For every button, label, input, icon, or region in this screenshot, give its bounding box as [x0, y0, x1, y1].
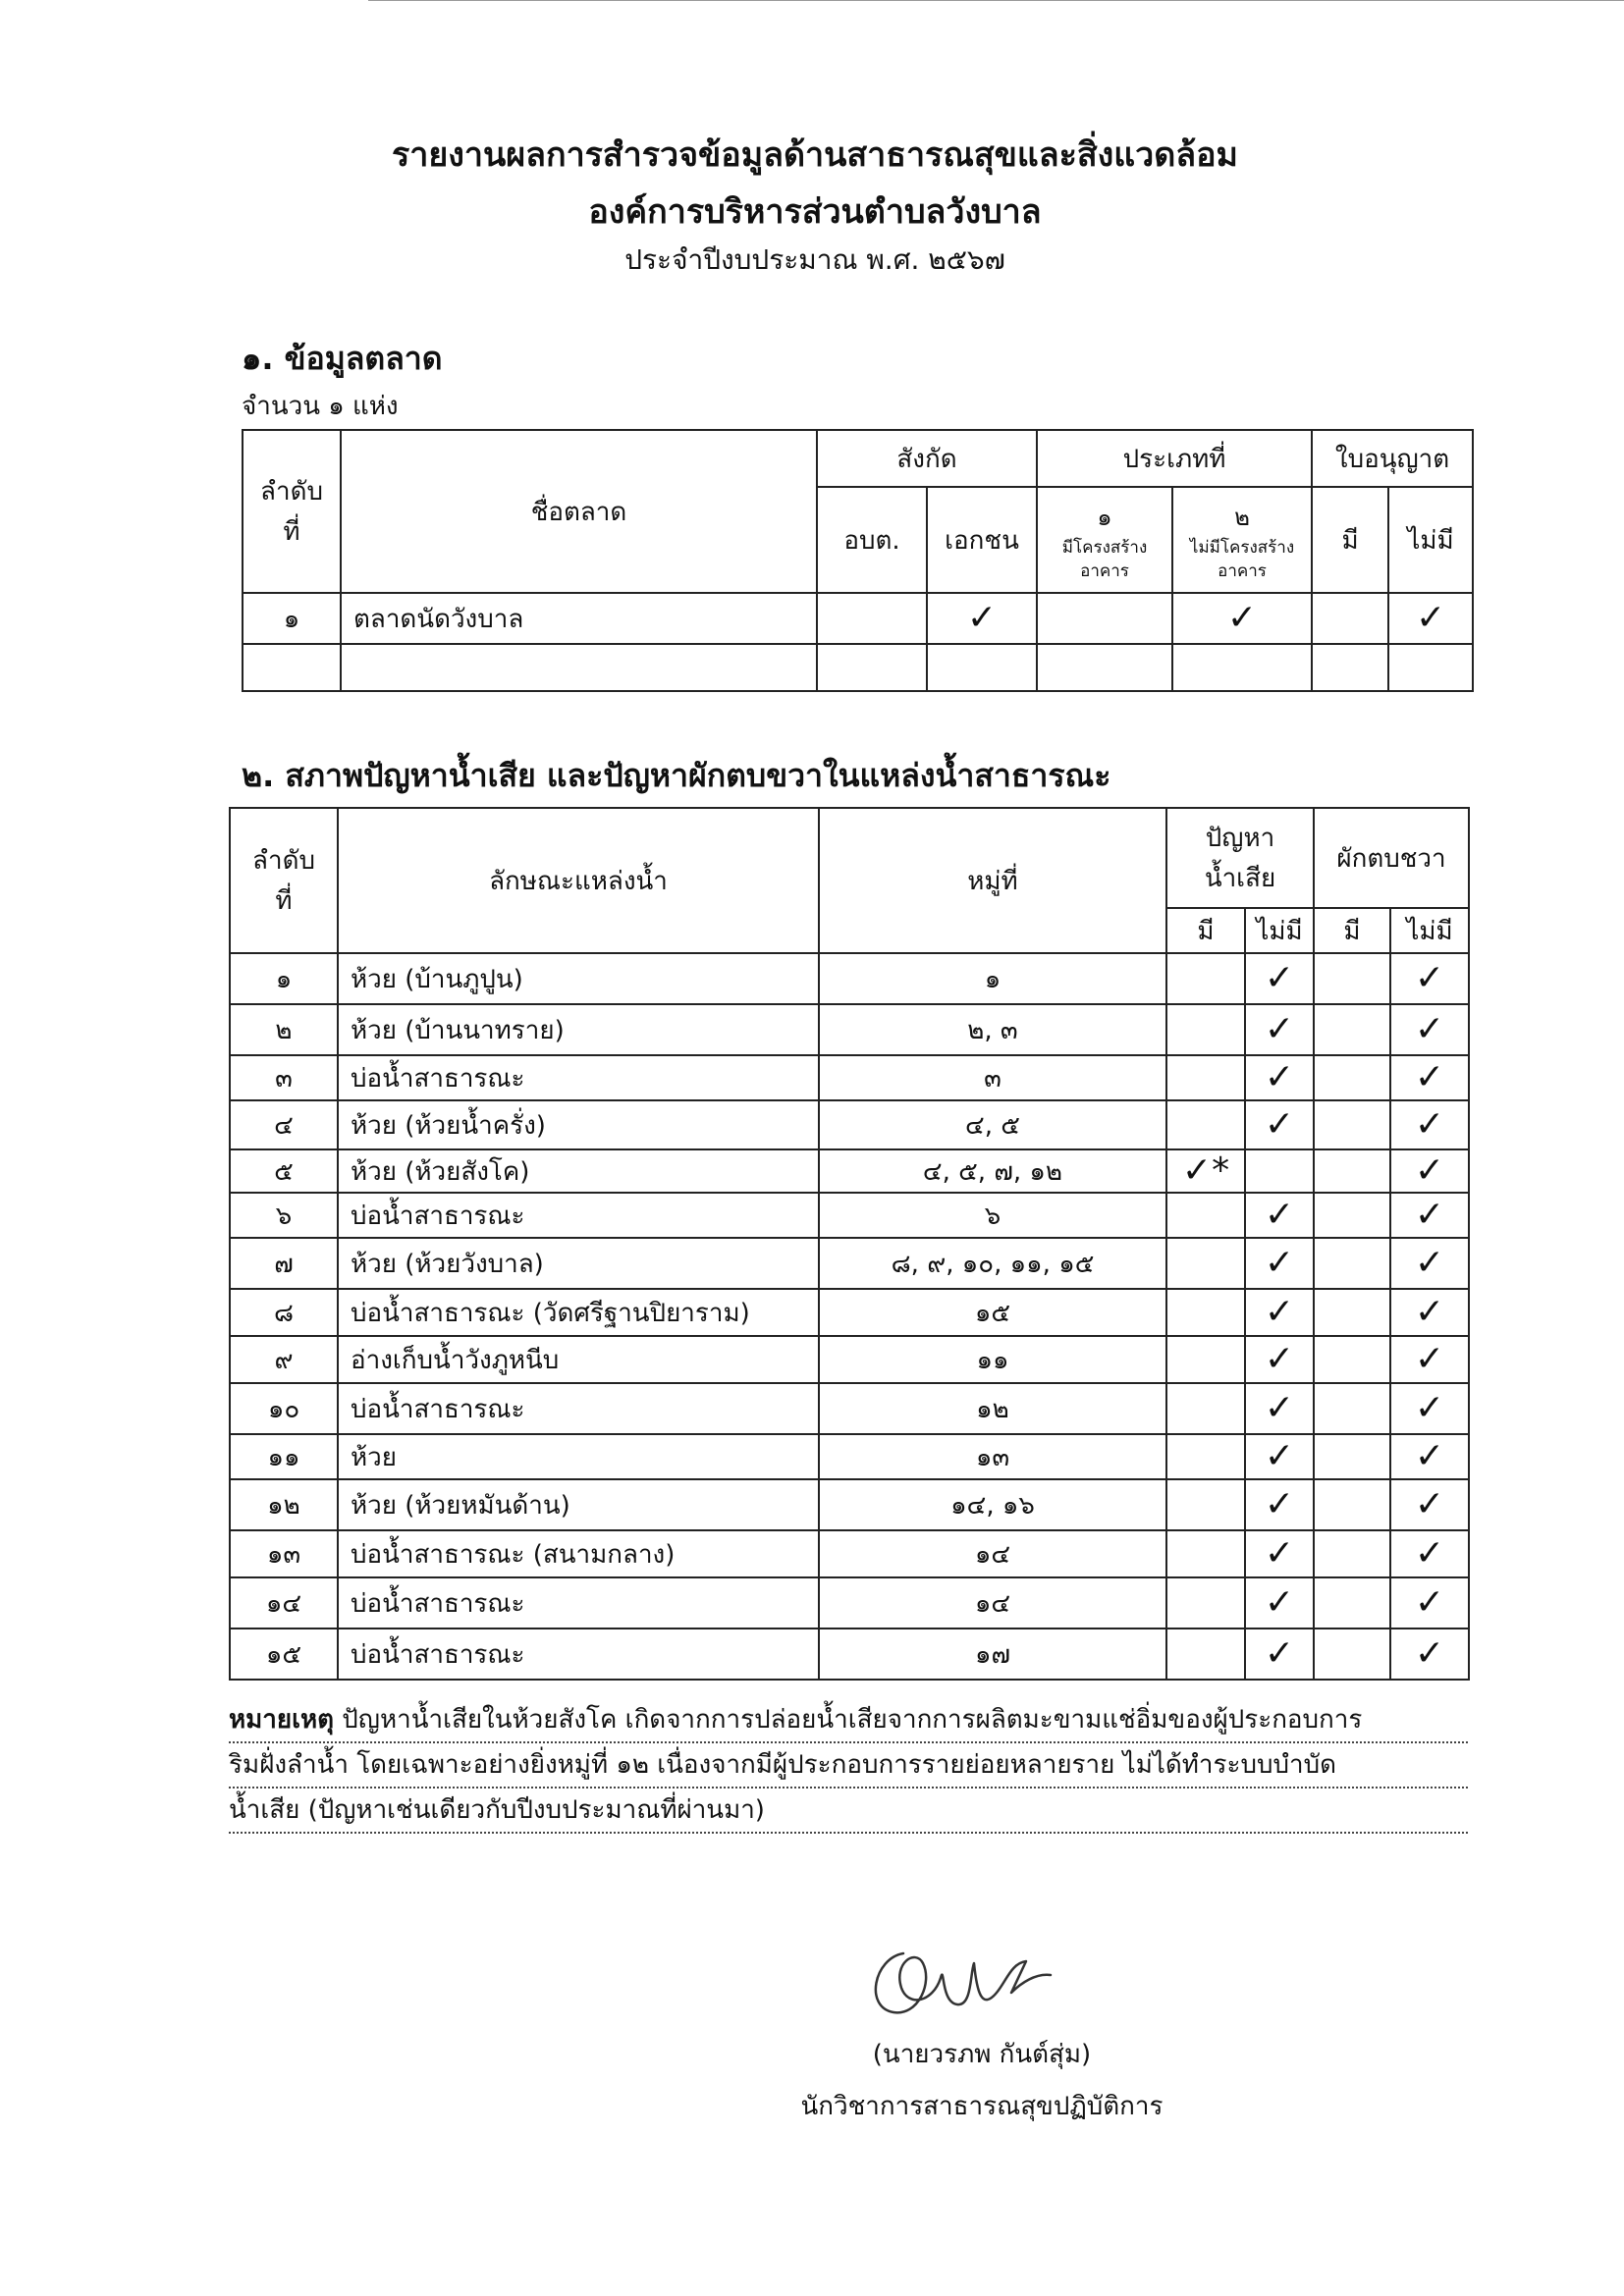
- water-hy-no-cell: ✓: [1390, 953, 1469, 1004]
- remark-text-1: ปัญหาน้ำเสียในห้วยสังโค เกิดจากการปล่อยน้ำเสียจากการผลิตมะขามแช่อิ่มของผู้ประกอบการ: [334, 1705, 1363, 1735]
- table-row: [230, 1336, 1469, 1383]
- water-ww-yes-cell: [1166, 1629, 1245, 1680]
- water-hy-no-cell: ✓: [1390, 1289, 1469, 1336]
- water-source-cell: ห้วย (ห้วยน้ำครั่ง): [338, 1100, 819, 1149]
- water-village-cell: ๑๔: [819, 1577, 1166, 1629]
- water-hy-no-cell: ✓: [1390, 1383, 1469, 1434]
- remark-line-2: ริมฝั่งลำน้ำ โดยเฉพาะอย่างยิ่งหมู่ที่ ๑๒ เนื่องจากมีผู้ประกอบการรายย่อยหลายราย ไม่ได้ทำระบบบำบัด: [229, 1743, 1468, 1789]
- water-hy-no-cell: ✓: [1390, 1434, 1469, 1479]
- report-title: รายงานผลการสำรวจข้อมูลด้านสาธารณสุขและสิ่งแวดล้อม: [392, 135, 1238, 175]
- water-source-cell: ห้วย (บ้านภูปูน): [338, 953, 819, 1004]
- water-ww-no-cell: ✓: [1245, 1055, 1314, 1100]
- water-hy-yes-cell: [1314, 953, 1390, 1004]
- table-row: [230, 1577, 1469, 1629]
- water-village-cell: ๘, ๙, ๑๐, ๑๑, ๑๕: [819, 1238, 1166, 1289]
- market-header-order: ลำดับ ที่: [243, 430, 341, 593]
- water-order-cell: ๑๕: [230, 1629, 338, 1680]
- market-header-sao: อบต.: [817, 487, 927, 593]
- handwritten-signature: [864, 1934, 1060, 2027]
- table-row: [230, 1100, 1469, 1149]
- water-source-cell: ห้วย (ห้วยวังบาล): [338, 1238, 819, 1289]
- water-ww-yes-cell: [1166, 1055, 1245, 1100]
- water-hy-no-cell: ✓: [1390, 1530, 1469, 1577]
- table-row: [230, 1055, 1469, 1100]
- water-ww-no-cell: ✓: [1245, 1100, 1314, 1149]
- water-hy-yes-cell: [1314, 1479, 1390, 1530]
- water-village-cell: ๑๗: [819, 1629, 1166, 1680]
- table-row: [230, 1149, 1469, 1193]
- water-header-hyacinth: ผักตบชวา: [1314, 808, 1469, 908]
- water-village-cell: ๑๓: [819, 1434, 1166, 1479]
- water-header-source: ลักษณะแหล่งน้ำ: [338, 808, 819, 953]
- water-hy-yes-cell: [1314, 1383, 1390, 1434]
- water-source-cell: บ่อน้ำสาธารณะ: [338, 1193, 819, 1238]
- market-header-license-yes: มี: [1312, 487, 1388, 593]
- remark-line-1: [229, 1698, 1468, 1743]
- market-header-private: เอกชน: [927, 487, 1037, 593]
- table-row: [230, 1193, 1469, 1238]
- water-order-cell: ๔: [230, 1100, 338, 1149]
- water-order-cell: ๑๒: [230, 1479, 338, 1530]
- water-source-cell: อ่างเก็บน้ำวังภูหนีบ: [338, 1336, 819, 1383]
- table-row: [230, 1238, 1469, 1289]
- water-hy-no-cell: ✓: [1390, 1238, 1469, 1289]
- table-row: [230, 1383, 1469, 1434]
- market-header-type1: ๑ มีโครงสร้าง อาคาร: [1037, 487, 1172, 593]
- water-ww-no-cell: ✓: [1245, 1479, 1314, 1530]
- water-order-cell: ๑๓: [230, 1530, 338, 1577]
- water-source-cell: บ่อน้ำสาธารณะ: [338, 1383, 819, 1434]
- water-source-cell: ห้วย (ห้วยหมันด้าน): [338, 1479, 819, 1530]
- market-header-license-no: ไม่มี: [1388, 487, 1473, 593]
- table-row: [230, 1004, 1469, 1055]
- water-ww-yes-cell: [1166, 1479, 1245, 1530]
- water-hy-yes-cell: [1314, 1336, 1390, 1383]
- water-section-heading: ๒. สภาพปัญหาน้ำเสีย และปัญหาผักตบขวาในแหล่งน้ำสาธารณะ: [242, 757, 1111, 794]
- water-hy-yes-cell: [1314, 1100, 1390, 1149]
- table-row: [230, 1530, 1469, 1577]
- market-license-yes-cell: [1312, 593, 1388, 644]
- market-name-cell: ตลาดนัดวังบาล: [341, 593, 817, 644]
- table-row: [230, 953, 1469, 1004]
- water-header-ww-no: ไม่มี: [1245, 908, 1314, 953]
- water-order-cell: ๓: [230, 1055, 338, 1100]
- fiscal-year: ประจำปีงบประมาณ พ.ศ. ๒๕๖๗: [624, 243, 1005, 276]
- water-source-cell: ห้วย (บ้านนาทราย): [338, 1004, 819, 1055]
- water-ww-yes-cell: ✓*: [1166, 1149, 1245, 1193]
- water-ww-no-cell: ✓: [1245, 1383, 1314, 1434]
- signatory-name: (นายวรภพ กันต์สุ่ม): [872, 2040, 1092, 2069]
- market-header-type: ประเภทที่: [1037, 430, 1312, 487]
- water-village-cell: ๖: [819, 1193, 1166, 1238]
- water-hy-yes-cell: [1314, 1004, 1390, 1055]
- water-ww-no-cell: ✓: [1245, 1336, 1314, 1383]
- water-header-hy-yes: มี: [1314, 908, 1390, 953]
- water-hy-no-cell: ✓: [1390, 1336, 1469, 1383]
- remark-line-3: น้ำเสีย (ปัญหาเช่นเดียวกับปีงบประมาณที่ผ่านมา): [229, 1789, 1468, 1834]
- water-source-cell: ห้วย: [338, 1434, 819, 1479]
- water-ww-yes-cell: [1166, 1100, 1245, 1149]
- water-order-cell: ๘: [230, 1289, 338, 1336]
- water-ww-yes-cell: [1166, 1434, 1245, 1479]
- water-village-cell: ๔, ๕: [819, 1100, 1166, 1149]
- water-ww-no-cell: ✓: [1245, 953, 1314, 1004]
- water-hy-yes-cell: [1314, 1289, 1390, 1336]
- water-ww-no-cell: ✓: [1245, 1238, 1314, 1289]
- water-hy-yes-cell: [1314, 1238, 1390, 1289]
- water-ww-yes-cell: [1166, 1289, 1245, 1336]
- water-order-cell: ๑๑: [230, 1434, 338, 1479]
- water-village-cell: ๑๔, ๑๖: [819, 1479, 1166, 1530]
- water-header-ww-yes: มี: [1166, 908, 1245, 953]
- water-ww-yes-cell: [1166, 1530, 1245, 1577]
- market-private-cell: ✓: [927, 593, 1037, 644]
- water-ww-no-cell: ✓: [1245, 1577, 1314, 1629]
- water-ww-no-cell: [1245, 1149, 1314, 1193]
- water-ww-no-cell: ✓: [1245, 1629, 1314, 1680]
- water-hy-yes-cell: [1314, 1434, 1390, 1479]
- water-hy-yes-cell: [1314, 1055, 1390, 1100]
- water-village-cell: ๒, ๓: [819, 1004, 1166, 1055]
- water-village-cell: ๔, ๕, ๗, ๑๒: [819, 1149, 1166, 1193]
- water-ww-no-cell: ✓: [1245, 1289, 1314, 1336]
- water-source-cell: บ่อน้ำสาธารณะ: [338, 1577, 819, 1629]
- water-ww-yes-cell: [1166, 1577, 1245, 1629]
- water-header-hy-no: ไม่มี: [1390, 908, 1469, 953]
- remark-block: [229, 1698, 1468, 1834]
- water-ww-no-cell: ✓: [1245, 1530, 1314, 1577]
- water-hy-no-cell: ✓: [1390, 1055, 1469, 1100]
- water-hy-no-cell: ✓: [1390, 1149, 1469, 1193]
- water-header-wastewater: ปัญหา น้ำเสีย: [1166, 808, 1314, 908]
- market-section-heading: ๑. ข้อมูลตลาด: [242, 340, 443, 377]
- water-order-cell: ๑๐: [230, 1383, 338, 1434]
- water-hy-no-cell: ✓: [1390, 1479, 1469, 1530]
- water-village-cell: ๓: [819, 1055, 1166, 1100]
- water-ww-yes-cell: [1166, 1336, 1245, 1383]
- water-order-cell: ๑๔: [230, 1577, 338, 1629]
- market-sao-cell: [817, 593, 927, 644]
- water-header-order: ลำดับ ที่: [230, 808, 338, 953]
- market-header-affiliation: สังกัด: [817, 430, 1037, 487]
- market-license-no-cell: ✓: [1388, 593, 1473, 644]
- water-table-body: [230, 953, 1469, 1680]
- water-ww-yes-cell: [1166, 1004, 1245, 1055]
- market-header-name: ชื่อตลาด: [341, 430, 817, 593]
- water-ww-yes-cell: [1166, 1383, 1245, 1434]
- table-row: [230, 1629, 1469, 1680]
- water-order-cell: ๒: [230, 1004, 338, 1055]
- water-hy-no-cell: ✓: [1390, 1629, 1469, 1680]
- water-hy-yes-cell: [1314, 1530, 1390, 1577]
- water-hy-yes-cell: [1314, 1149, 1390, 1193]
- water-hy-yes-cell: [1314, 1193, 1390, 1238]
- signatory-position: นักวิชาการสาธารณสุขปฏิบัติการ: [800, 2092, 1164, 2121]
- water-order-cell: ๖: [230, 1193, 338, 1238]
- water-source-cell: บ่อน้ำสาธารณะ (สนามกลาง): [338, 1530, 819, 1577]
- water-source-cell: บ่อน้ำสาธารณะ: [338, 1629, 819, 1680]
- market-table: [242, 429, 1474, 692]
- water-source-cell: บ่อน้ำสาธารณะ (วัดศรีฐานปิยาราม): [338, 1289, 819, 1336]
- water-order-cell: ๗: [230, 1238, 338, 1289]
- water-village-cell: ๑๒: [819, 1383, 1166, 1434]
- water-source-cell: ห้วย (ห้วยสังโค): [338, 1149, 819, 1193]
- water-ww-yes-cell: [1166, 1193, 1245, 1238]
- water-source-cell: บ่อน้ำสาธารณะ: [338, 1055, 819, 1100]
- organization-name: องค์การบริหารส่วนตำบลวังบาล: [588, 192, 1042, 232]
- market-type2-cell: ✓: [1172, 593, 1312, 644]
- water-ww-no-cell: ✓: [1245, 1193, 1314, 1238]
- water-village-cell: ๑: [819, 953, 1166, 1004]
- water-ww-no-cell: ✓: [1245, 1004, 1314, 1055]
- water-ww-no-cell: ✓: [1245, 1434, 1314, 1479]
- market-order-cell: ๑: [243, 593, 341, 644]
- water-village-cell: ๑๔: [819, 1530, 1166, 1577]
- water-header-village: หมู่ที่: [819, 808, 1166, 953]
- water-hy-yes-cell: [1314, 1629, 1390, 1680]
- remark-label: หมายเหตุ: [229, 1705, 335, 1735]
- water-ww-yes-cell: [1166, 953, 1245, 1004]
- water-hy-no-cell: ✓: [1390, 1004, 1469, 1055]
- water-hy-no-cell: ✓: [1390, 1577, 1469, 1629]
- table-row-empty: [243, 644, 1473, 691]
- water-order-cell: ๙: [230, 1336, 338, 1383]
- water-table: [229, 807, 1470, 1681]
- water-hy-yes-cell: [1314, 1577, 1390, 1629]
- market-count: จำนวน ๑ แห่ง: [242, 392, 399, 421]
- scan-edge-line: [368, 0, 1624, 1]
- water-ww-yes-cell: [1166, 1238, 1245, 1289]
- market-header-type2: ๒ ไม่มีโครงสร้าง อาคาร: [1172, 487, 1312, 593]
- water-hy-no-cell: ✓: [1390, 1193, 1469, 1238]
- water-village-cell: ๑๑: [819, 1336, 1166, 1383]
- table-row: [230, 1479, 1469, 1530]
- market-type1-cell: [1037, 593, 1172, 644]
- water-hy-no-cell: ✓: [1390, 1100, 1469, 1149]
- water-village-cell: ๑๕: [819, 1289, 1166, 1336]
- water-order-cell: ๑: [230, 953, 338, 1004]
- table-row: [230, 1434, 1469, 1479]
- market-header-license: ใบอนุญาต: [1312, 430, 1473, 487]
- table-row: [230, 1289, 1469, 1336]
- table-row: [243, 593, 1473, 644]
- water-order-cell: ๕: [230, 1149, 338, 1193]
